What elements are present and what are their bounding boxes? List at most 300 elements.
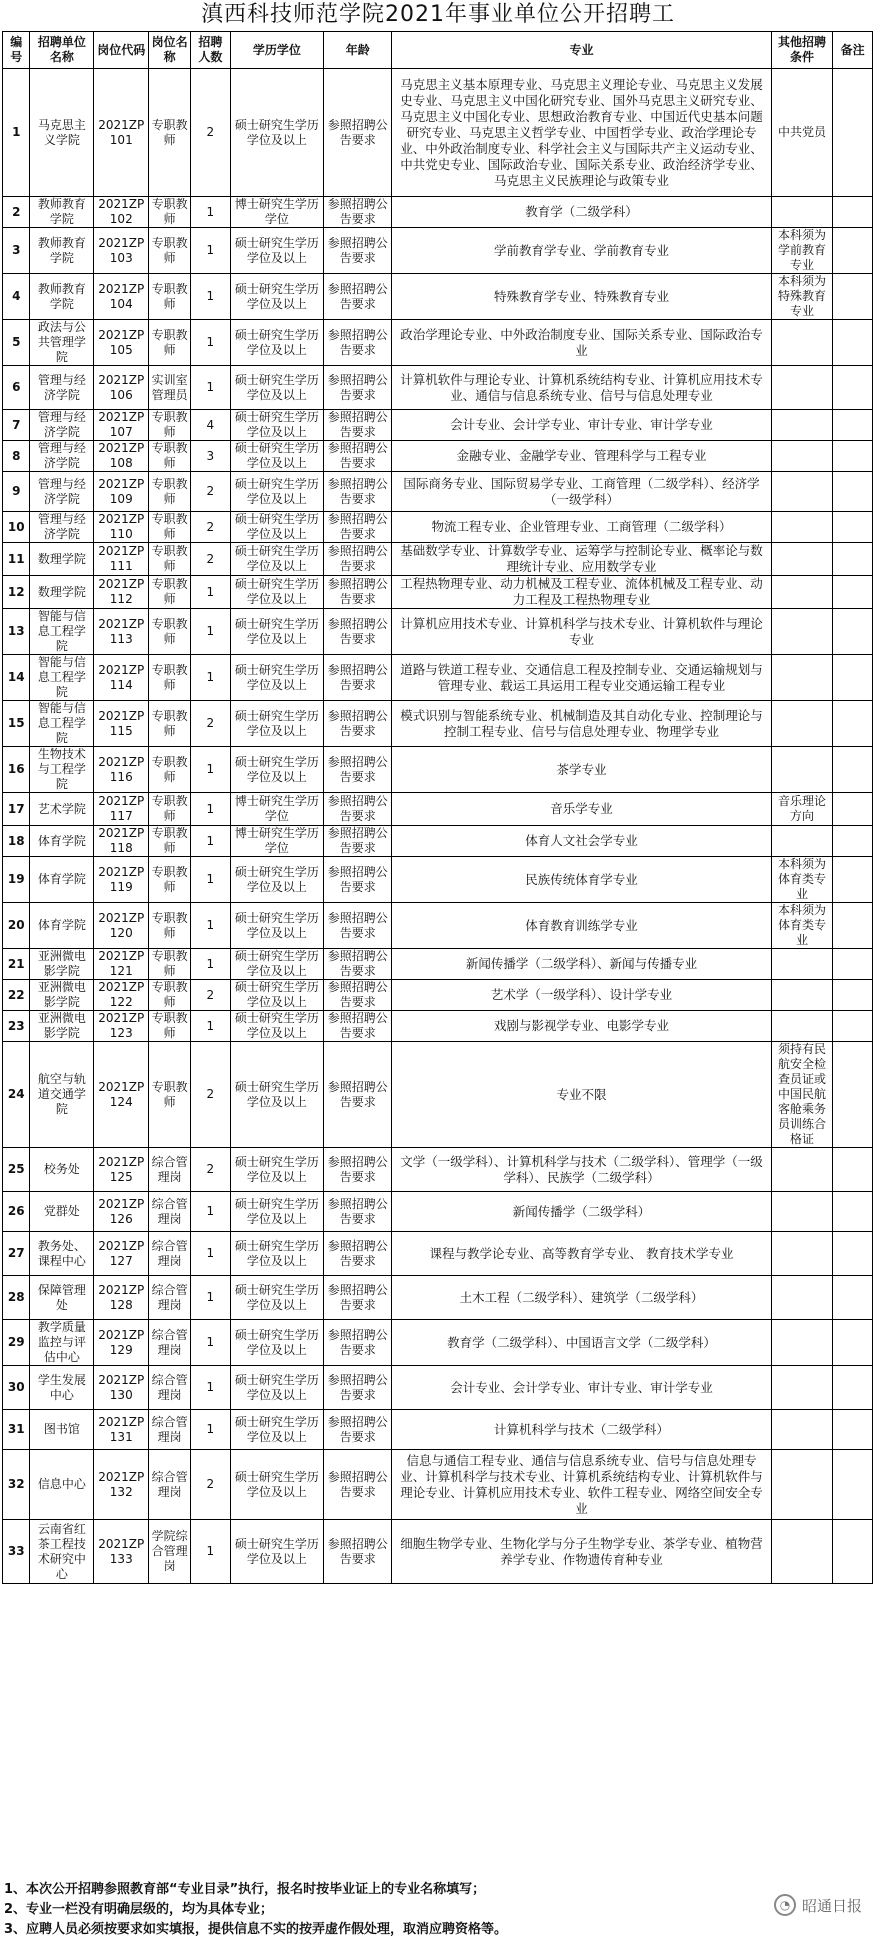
cell-no: 6 [3, 366, 30, 410]
cell-other [771, 1520, 833, 1584]
header-age: 年龄 [324, 32, 392, 69]
cell-unit: 艺术学院 [30, 793, 94, 826]
watermark-text: 昭通日报 [801, 1896, 862, 1915]
cell-remark [833, 793, 873, 826]
cell-code: 2021ZP129 [94, 1320, 149, 1366]
table-row [3, 512, 873, 543]
cell-age: 参照招聘公告要求 [324, 793, 392, 826]
table-row [3, 980, 873, 1011]
cell-code: 2021ZP104 [94, 274, 149, 320]
cell-major: 艺术学（一级学科）、设计学专业 [392, 980, 771, 1011]
cell-no: 16 [3, 747, 30, 793]
cell-age: 参照招聘公告要求 [324, 609, 392, 655]
cell-edu: 博士研究生学历学位 [230, 826, 323, 857]
cell-post: 专职教师 [149, 228, 191, 274]
cell-no: 25 [3, 1148, 30, 1192]
cell-num: 1 [191, 1276, 231, 1320]
cell-num: 1 [191, 274, 231, 320]
cell-remark [833, 1011, 873, 1042]
cell-post: 专职教师 [149, 747, 191, 793]
cell-no: 33 [3, 1520, 30, 1584]
cell-major: 基础数学专业、计算数学专业、运筹学与控制论专业、概率论与数理统计专业、应用数学专业 [392, 543, 771, 576]
cell-post: 学院综合管理岗 [149, 1520, 191, 1584]
cell-other [771, 441, 833, 472]
cell-remark [833, 543, 873, 576]
cell-remark [833, 366, 873, 410]
cell-post: 专职教师 [149, 543, 191, 576]
cell-num: 1 [191, 1366, 231, 1410]
cell-edu: 硕士研究生学历学位及以上 [230, 1320, 323, 1366]
cell-code: 2021ZP109 [94, 472, 149, 512]
cell-remark [833, 1320, 873, 1366]
cell-age: 参照招聘公告要求 [324, 1410, 392, 1450]
cell-unit: 体育学院 [30, 903, 94, 949]
cell-remark [833, 1232, 873, 1276]
cell-other [771, 949, 833, 980]
cell-unit: 亚洲微电影学院 [30, 980, 94, 1011]
footnote: 1、本次公开招聘参照教育部“专业目录”执行，报名时按毕业证上的专业名称填写； [4, 1882, 486, 1897]
cell-code: 2021ZP121 [94, 949, 149, 980]
cell-major: 学前教育学专业、学前教育专业 [392, 228, 771, 274]
table-row [3, 320, 873, 366]
cell-code: 2021ZP127 [94, 1232, 149, 1276]
cell-post: 综合管理岗 [149, 1148, 191, 1192]
cell-other [771, 826, 833, 857]
cell-code: 2021ZP123 [94, 1011, 149, 1042]
cell-num: 1 [191, 1192, 231, 1232]
cell-remark [833, 1450, 873, 1520]
cell-no: 22 [3, 980, 30, 1011]
cell-post: 专职教师 [149, 1011, 191, 1042]
table-row [3, 1276, 873, 1320]
cell-post: 专职教师 [149, 472, 191, 512]
cell-edu: 硕士研究生学历学位及以上 [230, 980, 323, 1011]
cell-remark [833, 576, 873, 609]
cell-post: 专职教师 [149, 980, 191, 1011]
cell-major: 戏剧与影视学专业、电影学专业 [392, 1011, 771, 1042]
cell-num: 1 [191, 1410, 231, 1450]
cell-unit: 保障管理处 [30, 1276, 94, 1320]
table-row [3, 1410, 873, 1450]
cell-age: 参照招聘公告要求 [324, 1450, 392, 1520]
table-row [3, 1520, 873, 1584]
cell-post: 专职教师 [149, 826, 191, 857]
cell-other: 本科须为特殊教育专业 [771, 274, 833, 320]
cell-other [771, 543, 833, 576]
cell-other [771, 366, 833, 410]
cell-unit: 管理与经济学院 [30, 512, 94, 543]
cell-post: 专职教师 [149, 512, 191, 543]
cell-no: 29 [3, 1320, 30, 1366]
cell-post: 专职教师 [149, 441, 191, 472]
cell-post: 专职教师 [149, 793, 191, 826]
cell-no: 15 [3, 701, 30, 747]
cell-remark [833, 1276, 873, 1320]
cell-other [771, 1192, 833, 1232]
cell-other [771, 410, 833, 441]
cell-unit: 管理与经济学院 [30, 366, 94, 410]
cell-unit: 学生发展中心 [30, 1366, 94, 1410]
table-row [3, 274, 873, 320]
cell-other [771, 1011, 833, 1042]
cell-unit: 党群处 [30, 1192, 94, 1232]
cell-edu: 硕士研究生学历学位及以上 [230, 1366, 323, 1410]
cell-code: 2021ZP115 [94, 701, 149, 747]
cell-code: 2021ZP119 [94, 857, 149, 903]
cell-other [771, 1366, 833, 1410]
header-post: 岗位名称 [149, 32, 191, 69]
cell-age: 参照招聘公告要求 [324, 69, 392, 197]
cell-edu: 硕士研究生学历学位及以上 [230, 320, 323, 366]
cell-code: 2021ZP113 [94, 609, 149, 655]
cell-age: 参照招聘公告要求 [324, 1192, 392, 1232]
cell-post: 专职教师 [149, 1042, 191, 1148]
table-row [3, 793, 873, 826]
header-unit: 招聘单位名称 [30, 32, 94, 69]
cell-code: 2021ZP107 [94, 410, 149, 441]
cell-age: 参照招聘公告要求 [324, 512, 392, 543]
cell-post: 综合管理岗 [149, 1232, 191, 1276]
cell-post: 专职教师 [149, 609, 191, 655]
cell-major: 文学（一级学科）、计算机科学与技术（二级学科）、管理学（一级学科）、民族学（二级学科） [392, 1148, 771, 1192]
watermark [774, 1894, 862, 1916]
cell-post: 专职教师 [149, 949, 191, 980]
footnotes [4, 1880, 764, 1940]
cell-post: 专职教师 [149, 701, 191, 747]
cell-unit: 马克思主义学院 [30, 69, 94, 197]
cell-no: 1 [3, 69, 30, 197]
cell-unit: 体育学院 [30, 826, 94, 857]
cell-remark [833, 1148, 873, 1192]
cell-post: 综合管理岗 [149, 1366, 191, 1410]
cell-other: 中共党员 [771, 69, 833, 197]
cell-unit: 图书馆 [30, 1410, 94, 1450]
cell-age: 参照招聘公告要求 [324, 1042, 392, 1148]
table-row [3, 1011, 873, 1042]
cell-num: 2 [191, 980, 231, 1011]
cell-no: 27 [3, 1232, 30, 1276]
cell-code: 2021ZP106 [94, 366, 149, 410]
cell-no: 21 [3, 949, 30, 980]
cell-code: 2021ZP116 [94, 747, 149, 793]
cell-other [771, 1450, 833, 1520]
cell-post: 综合管理岗 [149, 1320, 191, 1366]
cell-code: 2021ZP102 [94, 197, 149, 228]
cell-other [771, 512, 833, 543]
cell-age: 参照招聘公告要求 [324, 949, 392, 980]
cell-edu: 硕士研究生学历学位及以上 [230, 274, 323, 320]
cell-remark [833, 857, 873, 903]
cell-unit: 管理与经济学院 [30, 441, 94, 472]
cell-post: 专职教师 [149, 69, 191, 197]
cell-unit: 智能与信息工程学院 [30, 609, 94, 655]
cell-no: 20 [3, 903, 30, 949]
cell-other [771, 197, 833, 228]
cell-unit: 智能与信息工程学院 [30, 655, 94, 701]
cell-code: 2021ZP133 [94, 1520, 149, 1584]
cell-edu: 硕士研究生学历学位及以上 [230, 1450, 323, 1520]
cell-major: 会计专业、会计学专业、审计专业、审计学专业 [392, 410, 771, 441]
cell-edu: 硕士研究生学历学位及以上 [230, 609, 323, 655]
cell-age: 参照招聘公告要求 [324, 857, 392, 903]
cell-num: 4 [191, 410, 231, 441]
cell-age: 参照招聘公告要求 [324, 197, 392, 228]
cell-no: 11 [3, 543, 30, 576]
cell-major: 新闻传播学（二级学科） [392, 1192, 771, 1232]
cell-num: 2 [191, 1042, 231, 1148]
cell-no: 10 [3, 512, 30, 543]
cell-code: 2021ZP131 [94, 1410, 149, 1450]
cell-edu: 硕士研究生学历学位及以上 [230, 701, 323, 747]
cell-major: 教育学（二级学科） [392, 197, 771, 228]
cell-major: 工程热物理专业、动力机械及工程专业、流体机械及工程专业、动力工程及工程热物理专业 [392, 576, 771, 609]
cell-num: 2 [191, 543, 231, 576]
cell-remark [833, 197, 873, 228]
cell-age: 参照招聘公告要求 [324, 1520, 392, 1584]
cell-major: 教育学（二级学科）、中国语言文学（二级学科） [392, 1320, 771, 1366]
cell-remark [833, 472, 873, 512]
cell-edu: 硕士研究生学历学位及以上 [230, 949, 323, 980]
table-row [3, 1148, 873, 1192]
cell-age: 参照招聘公告要求 [324, 1148, 392, 1192]
cell-age: 参照招聘公告要求 [324, 701, 392, 747]
cell-no: 30 [3, 1366, 30, 1410]
cell-no: 24 [3, 1042, 30, 1148]
cell-major: 国际商务专业、国际贸易学专业、工商管理（二级学科）、经济学（一级学科） [392, 472, 771, 512]
cell-code: 2021ZP103 [94, 228, 149, 274]
cell-unit: 航空与轨道交通学院 [30, 1042, 94, 1148]
cell-remark [833, 410, 873, 441]
cell-post: 综合管理岗 [149, 1450, 191, 1520]
cell-other [771, 609, 833, 655]
cell-other [771, 701, 833, 747]
cell-other [771, 980, 833, 1011]
cell-code: 2021ZP110 [94, 512, 149, 543]
footnote: 3、应聘人员必须按要求如实填报，提供信息不实的按弄虚作假处理，取消应聘资格等。 [4, 1922, 508, 1937]
cell-code: 2021ZP108 [94, 441, 149, 472]
cell-age: 参照招聘公告要求 [324, 1011, 392, 1042]
cell-no: 13 [3, 609, 30, 655]
cell-unit: 亚洲微电影学院 [30, 1011, 94, 1042]
cell-no: 12 [3, 576, 30, 609]
cell-edu: 硕士研究生学历学位及以上 [230, 441, 323, 472]
table-row [3, 857, 873, 903]
footnote: 2、专业一栏没有明确层级的，均为具体专业； [4, 1902, 274, 1917]
cell-other: 音乐理论方向 [771, 793, 833, 826]
cell-num: 1 [191, 826, 231, 857]
cell-age: 参照招聘公告要求 [324, 543, 392, 576]
cell-remark [833, 441, 873, 472]
cell-code: 2021ZP124 [94, 1042, 149, 1148]
cell-num: 1 [191, 197, 231, 228]
cell-post: 专职教师 [149, 197, 191, 228]
cell-unit: 云南省红茶工程技术研究中心 [30, 1520, 94, 1584]
cell-unit: 管理与经济学院 [30, 410, 94, 441]
cell-num: 1 [191, 1520, 231, 1584]
cell-post: 专职教师 [149, 320, 191, 366]
cell-unit: 数理学院 [30, 576, 94, 609]
cell-remark [833, 747, 873, 793]
cell-code: 2021ZP130 [94, 1366, 149, 1410]
cell-major: 会计专业、会计学专业、审计专业、审计学专业 [392, 1366, 771, 1410]
cell-num: 2 [191, 701, 231, 747]
cell-age: 参照招聘公告要求 [324, 826, 392, 857]
cell-num: 1 [191, 1232, 231, 1276]
cell-remark [833, 274, 873, 320]
cell-major: 马克思主义基本原理专业、马克思主义理论专业、马克思主义发展史专业、马克思主义中国化研究专业、国外马克思主义研究专业、马克思主义中国化专业、思想政治教育专业、中国近代史基本问题研究专业、马克思主义哲学专业、中国哲学专业、政治学理论专业、中外政治制度专业、科学社会主义与国际共产主义运动专业、中共党史专业、国际政治专业、国际关系专业、政治经济学专业、马克思主义民族理论与政策专业 [392, 69, 771, 197]
cell-age: 参照招聘公告要求 [324, 320, 392, 366]
cell-other [771, 576, 833, 609]
cell-unit: 教师教育学院 [30, 197, 94, 228]
cell-remark [833, 69, 873, 197]
header-num: 招聘人数 [191, 32, 231, 69]
table-row [3, 197, 873, 228]
cell-num: 2 [191, 472, 231, 512]
cell-major: 课程与教学论专业、高等教育学专业、 教育技术学专业 [392, 1232, 771, 1276]
table-row [3, 69, 873, 197]
table-row [3, 576, 873, 609]
cell-num: 1 [191, 366, 231, 410]
cell-major: 物流工程专业、企业管理专业、工商管理（二级学科） [392, 512, 771, 543]
cell-num: 1 [191, 903, 231, 949]
cell-edu: 硕士研究生学历学位及以上 [230, 1520, 323, 1584]
cell-edu: 硕士研究生学历学位及以上 [230, 1276, 323, 1320]
cell-no: 3 [3, 228, 30, 274]
cell-edu: 硕士研究生学历学位及以上 [230, 655, 323, 701]
table-row [3, 366, 873, 410]
header-other: 其他招聘条件 [771, 32, 833, 69]
cell-age: 参照招聘公告要求 [324, 655, 392, 701]
cell-code: 2021ZP126 [94, 1192, 149, 1232]
cell-no: 28 [3, 1276, 30, 1320]
cell-other: 本科须为体育类专业 [771, 857, 833, 903]
cell-edu: 硕士研究生学历学位及以上 [230, 903, 323, 949]
cell-num: 1 [191, 320, 231, 366]
header-major: 专业 [392, 32, 771, 69]
cell-code: 2021ZP105 [94, 320, 149, 366]
cell-other [771, 1232, 833, 1276]
table-row [3, 609, 873, 655]
cell-remark [833, 949, 873, 980]
cell-unit: 教务处、课程中心 [30, 1232, 94, 1276]
cell-post: 专职教师 [149, 410, 191, 441]
cell-post: 综合管理岗 [149, 1192, 191, 1232]
cell-no: 4 [3, 274, 30, 320]
cell-edu: 硕士研究生学历学位及以上 [230, 410, 323, 441]
table-row [3, 1366, 873, 1410]
table-row [3, 441, 873, 472]
cell-major: 土木工程（二级学科）、建筑学（二级学科） [392, 1276, 771, 1320]
cell-age: 参照招聘公告要求 [324, 366, 392, 410]
cell-edu: 硕士研究生学历学位及以上 [230, 747, 323, 793]
cell-post: 专职教师 [149, 576, 191, 609]
cell-major: 茶学专业 [392, 747, 771, 793]
cell-unit: 教学质量监控与评估中心 [30, 1320, 94, 1366]
cell-code: 2021ZP118 [94, 826, 149, 857]
cell-age: 参照招聘公告要求 [324, 747, 392, 793]
recruitment-table [2, 31, 873, 1584]
cell-post: 专职教师 [149, 903, 191, 949]
cell-unit: 教师教育学院 [30, 274, 94, 320]
cell-no: 9 [3, 472, 30, 512]
cell-edu: 硕士研究生学历学位及以上 [230, 1042, 323, 1148]
cell-major: 金融专业、金融学专业、管理科学与工程专业 [392, 441, 771, 472]
cell-remark [833, 701, 873, 747]
page-title: 滇西科技师范学院2021年事业单位公开招聘工 [201, 2, 675, 27]
cell-post: 实训室管理员 [149, 366, 191, 410]
cell-no: 14 [3, 655, 30, 701]
cell-no: 32 [3, 1450, 30, 1520]
table-row [3, 228, 873, 274]
cell-no: 19 [3, 857, 30, 903]
cell-remark [833, 1192, 873, 1232]
cell-edu: 硕士研究生学历学位及以上 [230, 366, 323, 410]
cell-other [771, 1276, 833, 1320]
table-row [3, 543, 873, 576]
cell-num: 1 [191, 949, 231, 980]
table-row [3, 410, 873, 441]
header-no: 编号 [3, 32, 30, 69]
cell-age: 参照招聘公告要求 [324, 228, 392, 274]
cell-other [771, 655, 833, 701]
cell-other [771, 1410, 833, 1450]
cell-num: 1 [191, 576, 231, 609]
cell-no: 2 [3, 197, 30, 228]
header-remark: 备注 [833, 32, 873, 69]
cell-unit: 管理与经济学院 [30, 472, 94, 512]
cell-major: 模式识别与智能系统专业、机械制造及其自动化专业、控制理论与控制工程专业、信号与信息处理专业、物理学专业 [392, 701, 771, 747]
cell-edu: 硕士研究生学历学位及以上 [230, 1011, 323, 1042]
cell-num: 1 [191, 1320, 231, 1366]
cell-code: 2021ZP122 [94, 980, 149, 1011]
cell-edu: 硕士研究生学历学位及以上 [230, 69, 323, 197]
table-row [3, 1042, 873, 1148]
cell-major: 特殊教育学专业、特殊教育专业 [392, 274, 771, 320]
cell-code: 2021ZP117 [94, 793, 149, 826]
cell-code: 2021ZP125 [94, 1148, 149, 1192]
cell-age: 参照招聘公告要求 [324, 274, 392, 320]
cell-edu: 硕士研究生学历学位及以上 [230, 1410, 323, 1450]
cell-edu: 硕士研究生学历学位及以上 [230, 543, 323, 576]
cell-num: 2 [191, 1450, 231, 1520]
cell-age: 参照招聘公告要求 [324, 441, 392, 472]
table-row [3, 903, 873, 949]
cell-num: 1 [191, 747, 231, 793]
cell-no: 31 [3, 1410, 30, 1450]
table-row [3, 701, 873, 747]
cell-code: 2021ZP120 [94, 903, 149, 949]
cell-no: 5 [3, 320, 30, 366]
cell-edu: 博士研究生学历学位 [230, 197, 323, 228]
cell-major: 体育人文社会学专业 [392, 826, 771, 857]
cell-no: 26 [3, 1192, 30, 1232]
cell-other [771, 1320, 833, 1366]
cell-age: 参照招聘公告要求 [324, 576, 392, 609]
cell-age: 参照招聘公告要求 [324, 472, 392, 512]
cell-no: 8 [3, 441, 30, 472]
header-edu: 学历学位 [230, 32, 323, 69]
cell-unit: 数理学院 [30, 543, 94, 576]
cell-age: 参照招聘公告要求 [324, 1276, 392, 1320]
cell-remark [833, 1520, 873, 1584]
cell-post: 专职教师 [149, 655, 191, 701]
cell-num: 1 [191, 793, 231, 826]
cell-major: 民族传统体育学专业 [392, 857, 771, 903]
cell-remark [833, 1410, 873, 1450]
cell-remark [833, 903, 873, 949]
cell-other [771, 1148, 833, 1192]
cell-major: 信息与通信工程专业、通信与信息系统专业、信号与信息处理专业、计算机科学与技术专业、计算机系统结构专业、计算机软件与理论专业、计算机应用技术专业、软件工程专业、网络空间安全专业 [392, 1450, 771, 1520]
